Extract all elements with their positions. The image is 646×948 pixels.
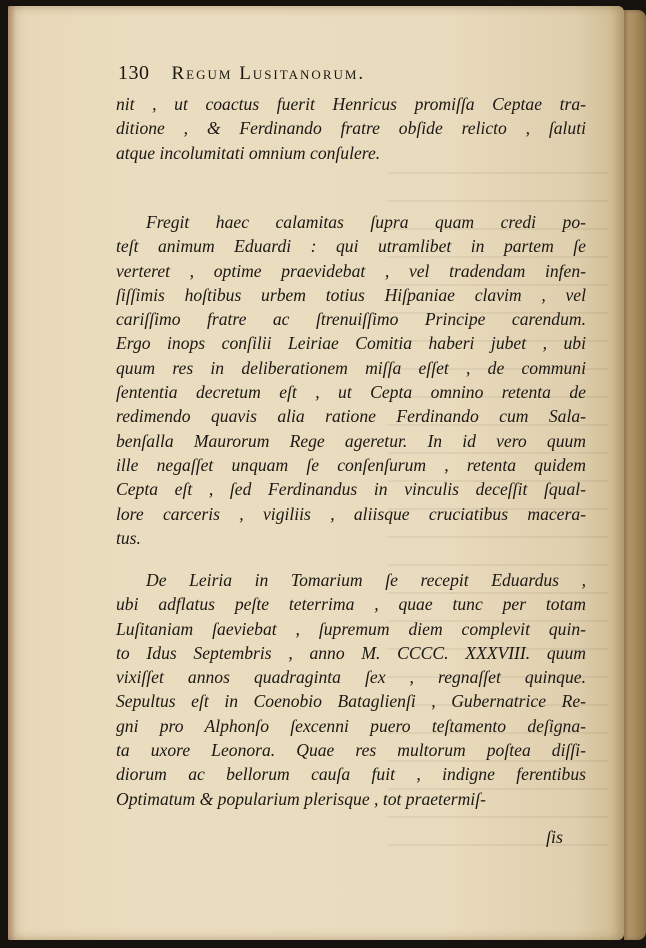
gutter-shadow: [8, 6, 16, 940]
catchword: ſis: [546, 827, 564, 847]
text-line: ubi adflatus peſte teterrima , quae tunc per totam: [116, 594, 586, 615]
text-line: lore carceris , vigiliis , aliisque cruciatibus macera-: [116, 503, 586, 524]
text-line: vixiſſet annos quadraginta ſex , regnaſſet quinque.: [116, 667, 586, 688]
paragraph-de-leiria: [116, 568, 586, 811]
text-line: De Leiria in Tomarium ſe recepit Eduardus ,: [146, 570, 586, 590]
text-line: cariſſimo fratre ac ſtrenuiſſimo Principe carendum.: [116, 309, 586, 330]
text-line: atque incolumitati omnium conſulere.: [116, 142, 381, 163]
text-line: tus.: [116, 527, 141, 548]
text-line: benſalla Maurorum Rege ageretur. In id vero quum: [116, 430, 586, 451]
text-line: ille negaſſet unquam ſe conſenſurum , retenta quidem: [116, 454, 586, 475]
text-line: quum res in deliberationem miſſa eſſet , de communi: [116, 357, 586, 378]
page-number: 130: [118, 62, 150, 84]
paragraph-fregit: [116, 210, 586, 550]
text-line: gni pro Alphonſo ſexcenni puero teſtamento deſigna-: [116, 715, 586, 736]
text-line: nit , ut coactus fuerit Henricus promiſſa Ceptae tra-: [116, 94, 586, 114]
text-line: to Idus Septembris , anno M. CCCC. XXXVIII. quum: [116, 642, 586, 663]
text-line: Fregit haec calamitas ſupra quam credi po-: [146, 212, 586, 232]
text-line: diorum ac bellorum cauſa fuit , indigne ferentibus: [116, 764, 586, 785]
text-line: Optimatum & popularium plerisque , tot praetermiſ-: [116, 788, 486, 809]
running-title: Regum Lusitanorum.: [171, 63, 366, 84]
paragraph-continuation: [116, 92, 586, 165]
text-line: verteret , optime praevidebat , vel tradendam infen-: [116, 260, 586, 281]
text-line: teſt animum Eduardi : qui utramlibet in partem ſe: [116, 236, 586, 257]
text-line: Ergo inops conſilii Leiriae Comitia haberi jubet , ubi: [116, 333, 586, 354]
text-line: ſiſſimis hoſtibus urbem totius Hiſpaniae clavim , vel: [116, 284, 586, 305]
page-header: [118, 62, 588, 85]
text-line: ſententia decretum eſt , ut Cepta omnino retenta de: [116, 382, 586, 403]
text-line: ta uxore Leonora. Quae res multorum poſtea diſſi-: [116, 740, 586, 761]
text-line: ditione , & Ferdinando fratre obſide relicto , ſaluti: [116, 118, 586, 139]
text-line: Sepultus eſt in Coenobio Bataglienſi , Gubernatrice Re-: [116, 691, 586, 712]
page-edge: [624, 10, 646, 940]
text-line: Cepta eſt , ſed Ferdinandus in vinculis deceſſit ſqual-: [116, 479, 586, 500]
text-line: Luſitaniam ſaeviebat , ſupremum diem complevit quin-: [116, 618, 586, 639]
text-line: redimendo quavis alia ratione Ferdinando cum Sala-: [116, 406, 586, 427]
